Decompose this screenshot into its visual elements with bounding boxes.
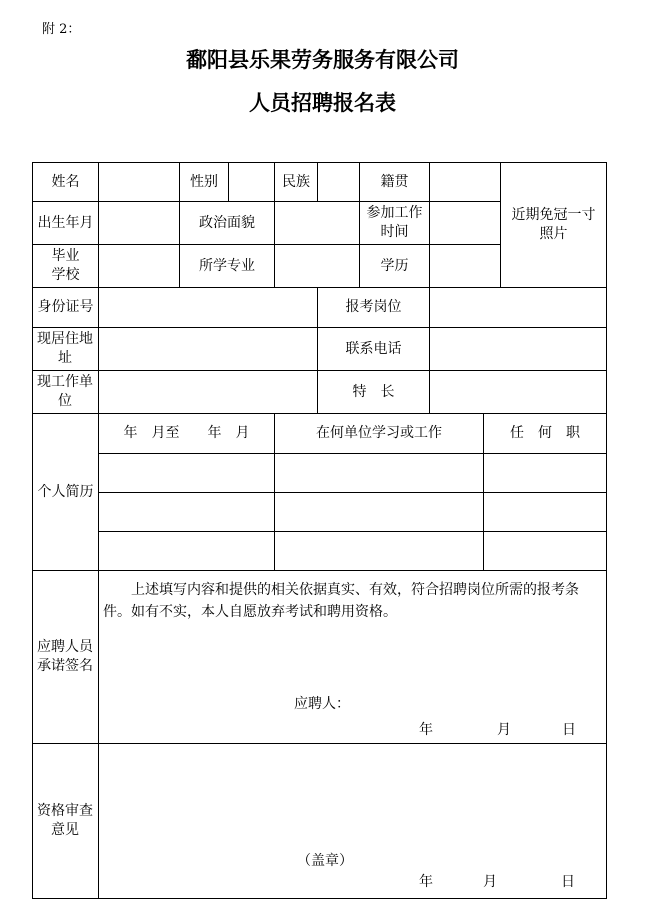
- native-place-label: 籍贯: [360, 163, 430, 202]
- resume-duty-header: 任 何 职: [484, 414, 607, 454]
- company-title: 鄱阳县乐果劳务服务有限公司: [186, 47, 459, 72]
- political-label: 政治面貌: [180, 202, 275, 245]
- ethnicity-label: 民族: [275, 163, 318, 202]
- name-label: 姓名: [33, 163, 99, 202]
- work-start-field[interactable]: [430, 202, 501, 245]
- address-field[interactable]: [99, 328, 318, 371]
- resume-period-header: 年 月至 年 月: [99, 414, 275, 454]
- review-month: 月: [483, 874, 497, 890]
- row-address: [33, 328, 607, 371]
- political-field[interactable]: [275, 202, 360, 245]
- native-place-field[interactable]: [430, 163, 501, 202]
- promise-text: 上述填写内容和提供的相关依据真实、有效，符合招聘岗位所需的报考条件。如有不实，本人自愿放弃考试和聘用资格。: [103, 582, 579, 620]
- resume-label: 个人简历: [33, 414, 99, 571]
- registration-form-table: [32, 162, 607, 899]
- address-label: 现居住地址: [33, 328, 99, 371]
- graduate-school-label: 毕业学校: [33, 245, 99, 288]
- signature-day: 日: [562, 722, 576, 738]
- review-cell[interactable]: [99, 744, 607, 899]
- employer-label: 现工作单位: [33, 371, 99, 414]
- row-basic-1: [33, 163, 607, 202]
- signature-month: 月: [497, 722, 511, 738]
- specialty-field[interactable]: [430, 371, 607, 414]
- specialty-label: 特 长: [318, 371, 430, 414]
- review-day: 日: [561, 874, 575, 890]
- position-label: 报考岗位: [318, 288, 430, 328]
- promise-cell[interactable]: [99, 571, 607, 744]
- major-label: 所学专业: [180, 245, 275, 288]
- row-employer: [33, 371, 607, 414]
- gender-label: 性别: [180, 163, 229, 202]
- review-year: 年: [419, 874, 433, 890]
- education-field[interactable]: [430, 245, 501, 288]
- review-row: [33, 744, 607, 899]
- promise-row: [33, 571, 607, 744]
- resume-duty-cell[interactable]: [484, 532, 607, 571]
- resume-duty-cell[interactable]: [484, 493, 607, 532]
- signature-area: [99, 623, 606, 743]
- resume-row: [33, 532, 607, 571]
- attachment-label: 附 2：: [42, 22, 81, 37]
- resume-unit-header: 在何单位学习或工作: [275, 414, 484, 454]
- employer-field[interactable]: [99, 371, 318, 414]
- resume-row: [33, 493, 607, 532]
- row-id: [33, 288, 607, 328]
- resume-period-cell[interactable]: [99, 493, 275, 532]
- promise-label: 应聘人员承诺签名: [33, 571, 99, 744]
- signature-year: 年: [419, 722, 433, 738]
- review-area: [99, 746, 606, 896]
- resume-duty-cell[interactable]: [484, 454, 607, 493]
- photo-box[interactable]: [501, 163, 607, 288]
- birth-label: 出生年月: [33, 202, 99, 245]
- work-start-label: 参加工作时间: [360, 202, 430, 245]
- id-number-label: 身份证号: [33, 288, 99, 328]
- position-field[interactable]: [430, 288, 607, 328]
- graduate-school-field[interactable]: [99, 245, 180, 288]
- resume-unit-cell[interactable]: [275, 532, 484, 571]
- education-label: 学历: [360, 245, 430, 288]
- resume-period-cell[interactable]: [99, 532, 275, 571]
- resume-period-cell[interactable]: [99, 454, 275, 493]
- name-field[interactable]: [99, 163, 180, 202]
- applicant-label: 应聘人：: [294, 696, 350, 712]
- seal-label: （盖章）: [297, 853, 353, 869]
- id-number-field[interactable]: [99, 288, 318, 328]
- ethnicity-field[interactable]: [318, 163, 360, 202]
- review-label: 资格审查意见: [33, 744, 99, 899]
- phone-field[interactable]: [430, 328, 607, 371]
- birth-field[interactable]: [99, 202, 180, 245]
- form-title: 人员招聘报名表: [249, 90, 396, 115]
- gender-field[interactable]: [229, 163, 275, 202]
- photo-label: 近期免冠一寸照片: [511, 207, 596, 242]
- resume-unit-cell[interactable]: [275, 493, 484, 532]
- phone-label: 联系电话: [318, 328, 430, 371]
- major-field[interactable]: [275, 245, 360, 288]
- resume-unit-cell[interactable]: [275, 454, 484, 493]
- resume-row: [33, 454, 607, 493]
- resume-header-row: [33, 414, 607, 454]
